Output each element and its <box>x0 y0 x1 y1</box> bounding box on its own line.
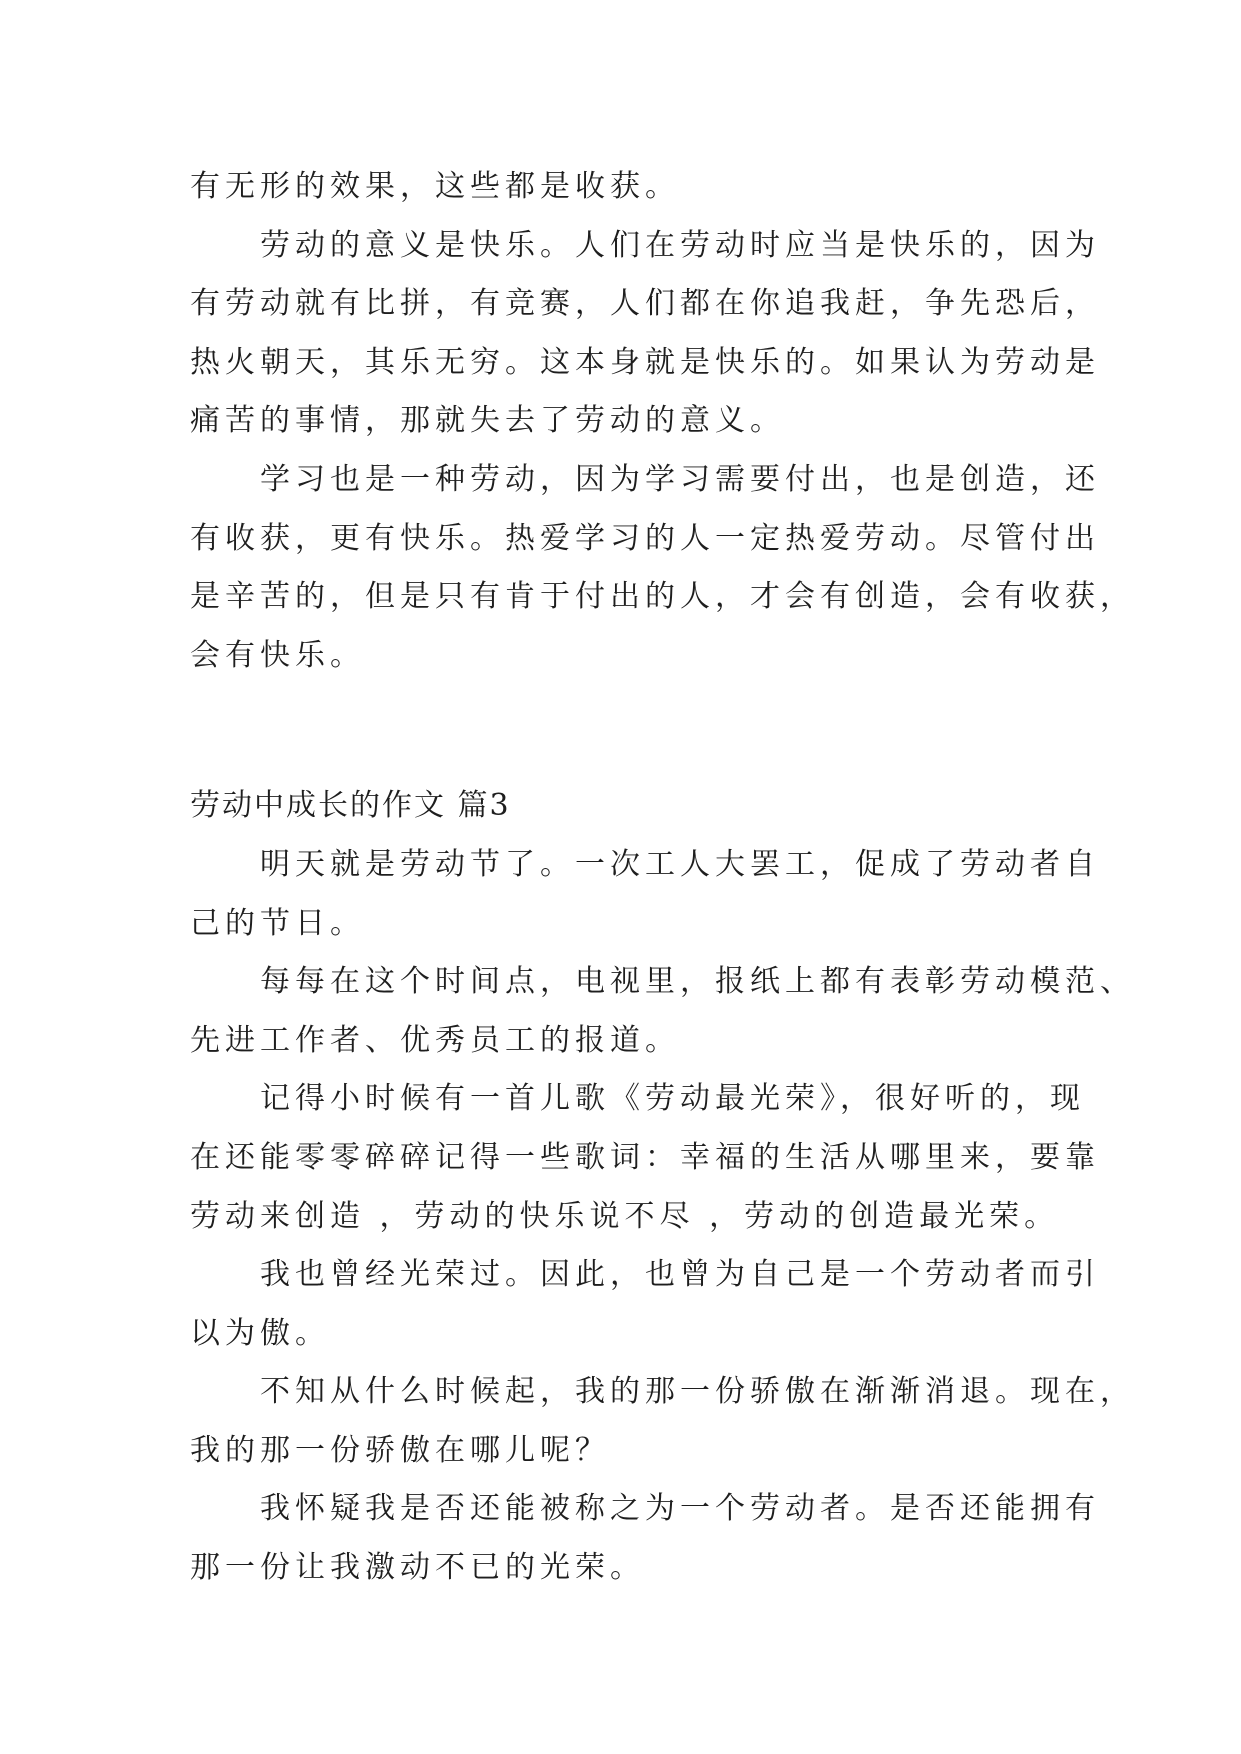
paragraph-first-line: 记得小时候有一首儿歌《劳动最光荣》，很好听的，现 <box>260 1081 1085 1117</box>
paragraph-first-line: 劳动的意义是快乐。人们在劳动时应当是快乐的，因为 <box>260 227 1100 263</box>
text-line: 有收获，更有快乐。热爱学习的人一定热爱劳动。尽管付出 <box>190 520 1100 556</box>
text-line: 先进工作者、优秀员工的报道。 <box>190 1022 680 1058</box>
section-spacer <box>190 685 1070 777</box>
paragraph-first-line: 明天就是劳动节了。一次工人大罢工，促成了劳动者自 <box>260 846 1100 882</box>
paragraph-first-line: 学习也是一种劳动，因为学习需要付出，也是创造，还 <box>260 461 1100 497</box>
article-body <box>190 158 1135 1598</box>
text-line: 会有快乐。 <box>190 637 365 673</box>
paragraph-first-line: 我也曾经光荣过。因此，也曾为自己是一个劳动者而引 <box>260 1257 1100 1293</box>
paragraph-first-line: 我怀疑我是否还能被称之为一个劳动者。是否还能拥有 <box>260 1491 1100 1527</box>
text-line: 那一份让我激动不已的光荣。 <box>190 1550 645 1586</box>
text-line: 有无形的效果，这些都是收获。 <box>190 169 680 204</box>
text-line: 劳动来创造 ，劳动的快乐说不尽 ，劳动的创造最光荣。 <box>190 1198 1060 1234</box>
section-heading: 劳动中成长的作文 篇3 <box>190 788 511 824</box>
text-line: 以为傲。 <box>190 1315 330 1351</box>
paragraph-first-line: 不知从什么时候起，我的那一份骄傲在渐渐消退。现在， <box>260 1374 1135 1410</box>
paragraph-first-line: 每每在这个时间点，电视里，报纸上都有表彰劳动模范、 <box>260 964 1135 1000</box>
text-line: 热火朝天，其乐无穷。这本身就是快乐的。如果认为劳动是 <box>190 344 1100 380</box>
text-line: 痛苦的事情，那就失去了劳动的意义。 <box>190 403 785 439</box>
text-line: 有劳动就有比拼，有竞赛，人们都在你追我赶，争先恐后， <box>190 286 1100 322</box>
text-line: 我的那一份骄傲在哪儿呢？ <box>190 1432 610 1468</box>
text-line: 在还能零零碎碎记得一些歌词：幸福的生活从哪里来，要靠 <box>190 1139 1100 1175</box>
text-line: 是辛苦的，但是只有肯于付出的人，才会有创造，会有收获， <box>190 579 1135 615</box>
text-line: 己的节日。 <box>190 905 365 941</box>
